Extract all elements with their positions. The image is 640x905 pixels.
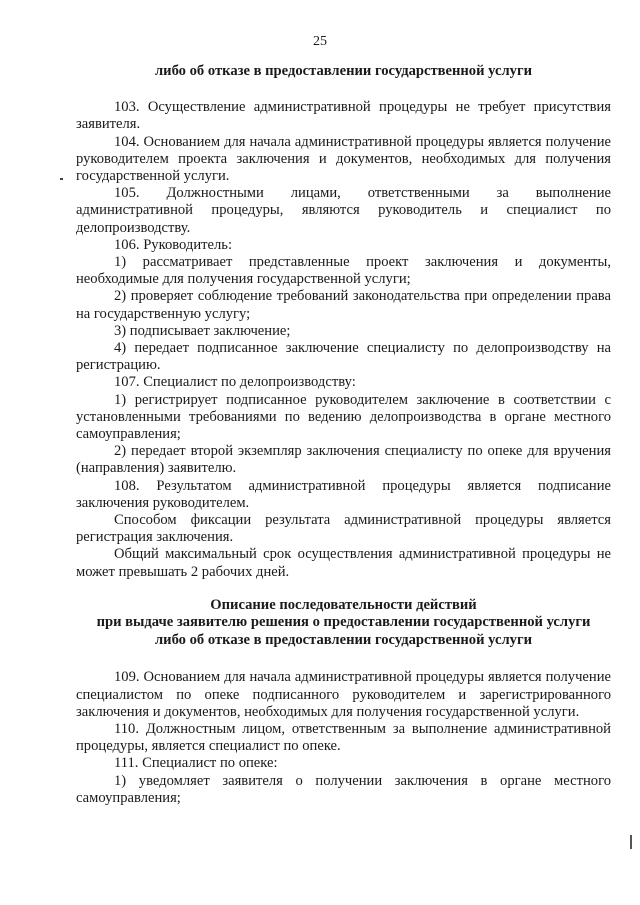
paragraph-fixation-method: Способом фиксации результата административной процедуры является регистрация заключения. xyxy=(76,512,611,546)
paragraph-103: 103. Осуществление административной процедуры не требует присутствия заявителя. xyxy=(76,99,611,133)
paragraph-104: 104. Основанием для начала административной процедуры является получение руководителем проекта заключения и документов, необходимых для получения государственной услуги. xyxy=(76,133,611,185)
paragraph-106-item-3: 3) подписывает заключение; xyxy=(114,322,291,339)
paragraph-107-item-1: 1) регистрирует подписанное руководителем заключение в соответствии с установленными требованиями по ведению делопроизводства в органе местного самоуправления; xyxy=(76,391,611,443)
paragraph-106-item-2: 2) проверяет соблюдение требований законодательства при определении права на государственную услугу; xyxy=(76,288,611,322)
paragraph-106: 106. Руководитель: xyxy=(114,236,232,253)
section-heading-line-2: при выдаче заявителю решения о предоставлении государственной услуги xyxy=(96,614,591,631)
paragraph-106-item-4: 4) передает подписанное заключение специалисту по делопроизводству на регистрацию. xyxy=(76,340,611,374)
section-heading-line-1: Описание последовательности действий xyxy=(210,596,477,613)
paragraph-108: 108. Результатом административной процедуры является подписание заключения руководителем. xyxy=(76,477,611,511)
section-heading-line-3: либо об отказе в предоставлении государственной услуги xyxy=(154,631,533,648)
document-body xyxy=(76,63,611,807)
continued-heading: либо об отказе в предоставлении государственной услуги xyxy=(154,63,533,79)
paragraph-105: 105. Должностными лицами, ответственными за выполнение административной процедуры, являются руководитель и специалист по делопроизводству. xyxy=(76,185,611,236)
paragraph-111-item-1: 1) уведомляет заявителя о получении заключения в органе местного самоуправления; xyxy=(76,772,611,806)
paragraph-106-item-1: 1) рассматривает представленные проект заключения и документы, необходимые для получения государственной услуги; xyxy=(76,254,611,288)
paragraph-109: 109. Основанием для начала административной процедуры является получение специалистом по опеке подписанного руководителем и зарегистрированного заключения и документов, необходимых для получения государственной услуги. xyxy=(76,669,611,720)
paragraph-111: 111. Специалист по опеке: xyxy=(114,755,278,772)
paragraph-110: 110. Должностным лицом, ответственным за выполнение административной процедуры, является специалист по опеке. xyxy=(76,721,611,755)
paragraph-107: 107. Специалист по делопроизводству: xyxy=(114,374,356,391)
scan-speck xyxy=(60,178,63,180)
paragraph-max-duration: Общий максимальный срок осуществления административной процедуры не может превышать 2 рабочих дней. xyxy=(76,546,611,580)
paragraph-107-item-2: 2) передает второй экземпляр заключения специалисту по опеке для вручения (направления) заявителю. xyxy=(76,443,611,477)
page-number: 25 xyxy=(313,34,327,49)
section-heading xyxy=(76,597,611,650)
scan-edge-mark xyxy=(630,835,632,849)
